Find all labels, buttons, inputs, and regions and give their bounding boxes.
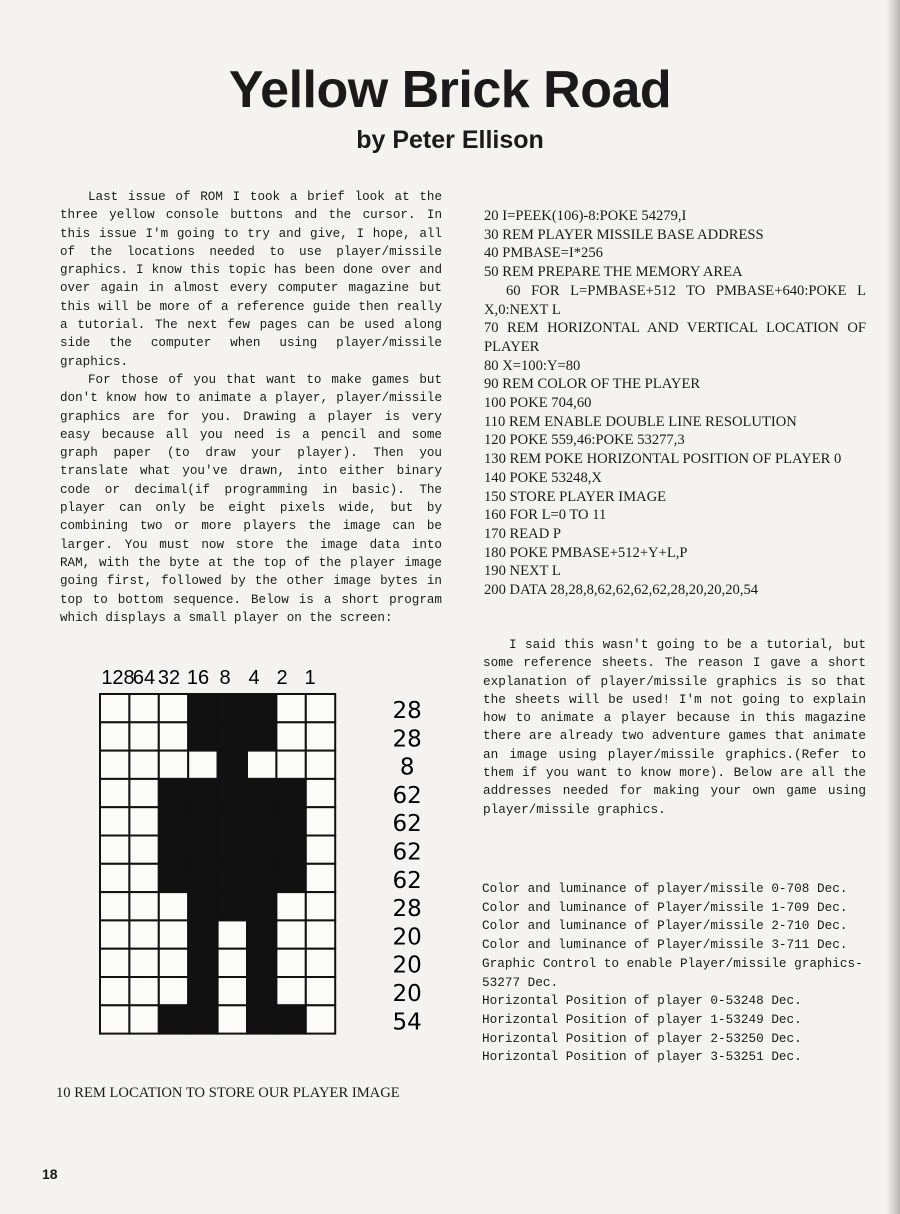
bit-value-label: 4 [248,667,260,689]
empty-pixel-cell [129,751,158,779]
byline: by Peter Ellison [356,126,544,154]
empty-pixel-cell [276,920,305,948]
empty-pixel-cell [129,864,158,892]
program-line: 70 REM HORIZONTAL AND VERTICAL LOCATION OF PLAYER [484,320,866,355]
program-line: 180 POKE PMBASE+512+Y+L,P [484,544,688,561]
empty-pixel-cell [218,1005,247,1033]
filled-pixel-cell [247,920,276,948]
empty-pixel-cell [100,977,129,1005]
row-decimal-value: 28 [392,726,422,753]
page-number: 18 [42,1166,58,1182]
program-listing [484,207,866,600]
empty-pixel-cell [306,694,335,722]
program-line: 60 FOR L=PMBASE+512 TO PMBASE+640:POKE L X,0:NEXT L [484,282,866,318]
program-line: 160 FOR L=0 TO 11 [484,507,607,524]
filled-pixel-cell [276,807,305,835]
bit-value-label: 128 [101,667,135,689]
player-graph-paper-diagram [90,660,450,1040]
row-decimal-value: 20 [392,952,422,979]
empty-pixel-cell [100,779,129,807]
program-line: 40 PMBASE=I*256 [484,245,603,262]
row-decimal-value: 62 [392,839,422,866]
bit-value-label: 64 [132,667,156,689]
bit-value-label: 1 [304,667,316,689]
empty-pixel-cell [159,920,188,948]
row-decimal-value: 54 [392,1009,422,1036]
row-decimal-value: 8 [399,754,415,781]
program-line: 100 POKE 704,60 [484,395,592,412]
address-item: Horizontal Position of player 1-53249 Dec. [482,1011,802,1027]
address-item: Horizontal Position of player 3-53251 Dec. [482,1049,802,1065]
filled-pixel-cell [218,807,247,835]
empty-pixel-cell [306,949,335,977]
row-decimal-value: 62 [392,811,422,838]
filled-pixel-cell [247,864,276,892]
program-line: 170 READ P [484,525,562,542]
article-title: Yellow Brick Road [228,61,672,119]
empty-pixel-cell [100,807,129,835]
address-item: Graphic Control to enable Player/missile graphics-53277 Dec. [482,955,863,990]
empty-pixel-cell [306,807,335,835]
empty-pixel-cell [100,949,129,977]
bit-value-label: 32 [157,667,181,689]
row-decimal-value: 20 [392,924,422,951]
reference-paragraph-text: I said this wasn't going to be a tutorial, but some reference sheets. The reason I gave a short explanation of player/missile graphics is so that the sheets will be used! I'm not going to explain how to animate a player because in this magazine there are already two adventure games that animate an image using player/missile graphics.(Refer to them if you want to know more). Below are all the addresses needed for making your own game using player/missile graphics. [483,637,866,817]
filled-pixel-cell [188,1005,217,1033]
filled-pixel-cell [276,836,305,864]
empty-pixel-cell [129,949,158,977]
row-decimal-value: 62 [392,782,422,809]
filled-pixel-cell [218,694,247,722]
empty-pixel-cell [218,977,247,1005]
empty-pixel-cell [276,751,305,779]
empty-pixel-cell [306,920,335,948]
program-line: 140 POKE 53248,X [484,469,602,486]
empty-pixel-cell [159,694,188,722]
bit-value-label: 16 [186,667,210,689]
filled-pixel-cell [276,864,305,892]
empty-pixel-cell [218,949,247,977]
empty-pixel-cell [100,751,129,779]
intro-paragraph-1: Last issue of ROM I took a brief look at the three yellow console buttons and the cursor. In this issue I'm going to try and give, I hope, all of the locations needed to use player/missile graphics. I know this topic has been done over and over again in almost every computer magazine but this will be more of a reference guide then really a tutorial. The next few pages can be used along side the computer when using player/missile graphics. [60,190,442,369]
bit-value-label: 2 [276,667,288,689]
empty-pixel-cell [276,949,305,977]
row-decimal-value: 28 [392,698,422,724]
filled-pixel-cell [247,807,276,835]
empty-pixel-cell [276,977,305,1005]
program-line: 120 POKE 559,46:POKE 53277,3 [484,432,685,449]
filled-pixel-cell [188,836,217,864]
empty-pixel-cell [100,722,129,750]
filled-pixel-cell [247,779,276,807]
empty-pixel-cell [129,807,158,835]
program-line-10: 10 REM LOCATION TO STORE OUR PLAYER IMAGE [56,1085,400,1101]
program-line: 30 REM PLAYER MISSILE BASE ADDRESS [484,226,764,243]
empty-pixel-cell [129,836,158,864]
empty-pixel-cell [100,1005,129,1033]
empty-pixel-cell [129,1005,158,1033]
filled-pixel-cell [276,779,305,807]
filled-pixel-cell [247,977,276,1005]
empty-pixel-cell [306,836,335,864]
address-item: Color and luminance of Player/missile 1-709 Dec. [482,899,848,915]
filled-pixel-cell [159,864,188,892]
empty-pixel-cell [218,920,247,948]
filled-pixel-cell [188,977,217,1005]
program-line: 20 I=PEEK(106)-8:POKE 54279,I [484,208,687,224]
bit-value-label: 8 [219,667,231,689]
filled-pixel-cell [218,892,247,920]
filled-pixel-cell [218,779,247,807]
empty-pixel-cell [188,751,217,779]
filled-pixel-cell [159,807,188,835]
filled-pixel-cell [218,751,247,779]
filled-pixel-cell [159,836,188,864]
filled-pixel-cell [188,892,217,920]
page-edge-shadow [886,0,900,1214]
filled-pixel-cell [188,807,217,835]
filled-pixel-cell [247,1005,276,1033]
empty-pixel-cell [100,836,129,864]
filled-pixel-cell [159,1005,188,1033]
empty-pixel-cell [276,722,305,750]
empty-pixel-cell [306,779,335,807]
filled-pixel-cell [247,892,276,920]
empty-pixel-cell [129,892,158,920]
filled-pixel-cell [188,694,217,722]
filled-pixel-cell [247,722,276,750]
program-line: 50 REM PREPARE THE MEMORY AREA [484,264,743,281]
program-line: 90 REM COLOR OF THE PLAYER [484,376,701,393]
reference-paragraph [483,636,866,819]
filled-pixel-cell [218,722,247,750]
filled-pixel-cell [247,949,276,977]
empty-pixel-cell [306,864,335,892]
filled-pixel-cell [159,779,188,807]
empty-pixel-cell [100,864,129,892]
empty-pixel-cell [129,977,158,1005]
filled-pixel-cell [247,694,276,722]
empty-pixel-cell [129,779,158,807]
filled-pixel-cell [188,722,217,750]
empty-pixel-cell [129,694,158,722]
filled-pixel-cell [218,864,247,892]
empty-pixel-cell [159,949,188,977]
filled-pixel-cell [218,836,247,864]
empty-pixel-cell [129,920,158,948]
filled-pixel-cell [188,920,217,948]
row-decimal-value: 28 [392,896,422,923]
program-line: 80 X=100:Y=80 [484,357,581,374]
address-item: Color and luminance of Player/missile 3-711 Dec. [482,937,848,953]
row-decimal-value: 62 [392,867,422,894]
empty-pixel-cell [306,751,335,779]
address-item: Color and luminance of player/missile 0-708 Dec. [482,881,848,896]
address-item: Horizontal Position of player 2-53250 Dec. [482,1030,802,1046]
empty-pixel-cell [100,920,129,948]
empty-pixel-cell [276,892,305,920]
empty-pixel-cell [306,1005,335,1033]
filled-pixel-cell [188,779,217,807]
empty-pixel-cell [159,977,188,1005]
program-line: 190 NEXT L [484,563,561,580]
program-line: 130 REM POKE HORIZONTAL POSITION OF PLAYER 0 [484,451,842,468]
filled-pixel-cell [247,836,276,864]
program-line: 110 REM ENABLE DOUBLE LINE RESOLUTION [484,413,797,430]
empty-pixel-cell [159,722,188,750]
empty-pixel-cell [306,977,335,1005]
program-line: 150 STORE PLAYER IMAGE [484,488,667,505]
filled-pixel-cell [188,949,217,977]
empty-pixel-cell [100,892,129,920]
filled-pixel-cell [188,864,217,892]
row-decimal-value: 20 [392,981,422,1007]
empty-pixel-cell [159,751,188,779]
empty-pixel-cell [129,722,158,750]
empty-pixel-cell [100,694,129,722]
address-list [482,880,866,1067]
empty-pixel-cell [247,751,276,779]
empty-pixel-cell [306,892,335,920]
empty-pixel-cell [306,722,335,750]
filled-pixel-cell [276,1005,305,1033]
address-item: Color and luminance of Player/missile 2-710 Dec. [482,918,848,934]
intro-paragraph-2: For those of you that want to make games but don't know how to animate a player, player/missile graphics are for you. Drawing a player is very easy because all you need is a pencil and some graph paper (to draw your player). Then you translate what you've drawn, into either binary code or decimal(if programming in basic). The player can only be eight pixels wide, but by combining two or more players the image can be larger. You must now store the image data into RAM, with the byte at the top of the player image going first, followed by the other image bytes in top to bottom sequence. Below is a short program which displays a small player on the screen: [60,372,442,625]
empty-pixel-cell [159,892,188,920]
empty-pixel-cell [276,694,305,722]
program-line: 200 DATA 28,28,8,62,62,62,62,28,20,20,20,54 [484,582,759,599]
address-item: Horizontal Position of player 0-53248 Dec. [482,993,802,1009]
intro-text [60,188,442,627]
